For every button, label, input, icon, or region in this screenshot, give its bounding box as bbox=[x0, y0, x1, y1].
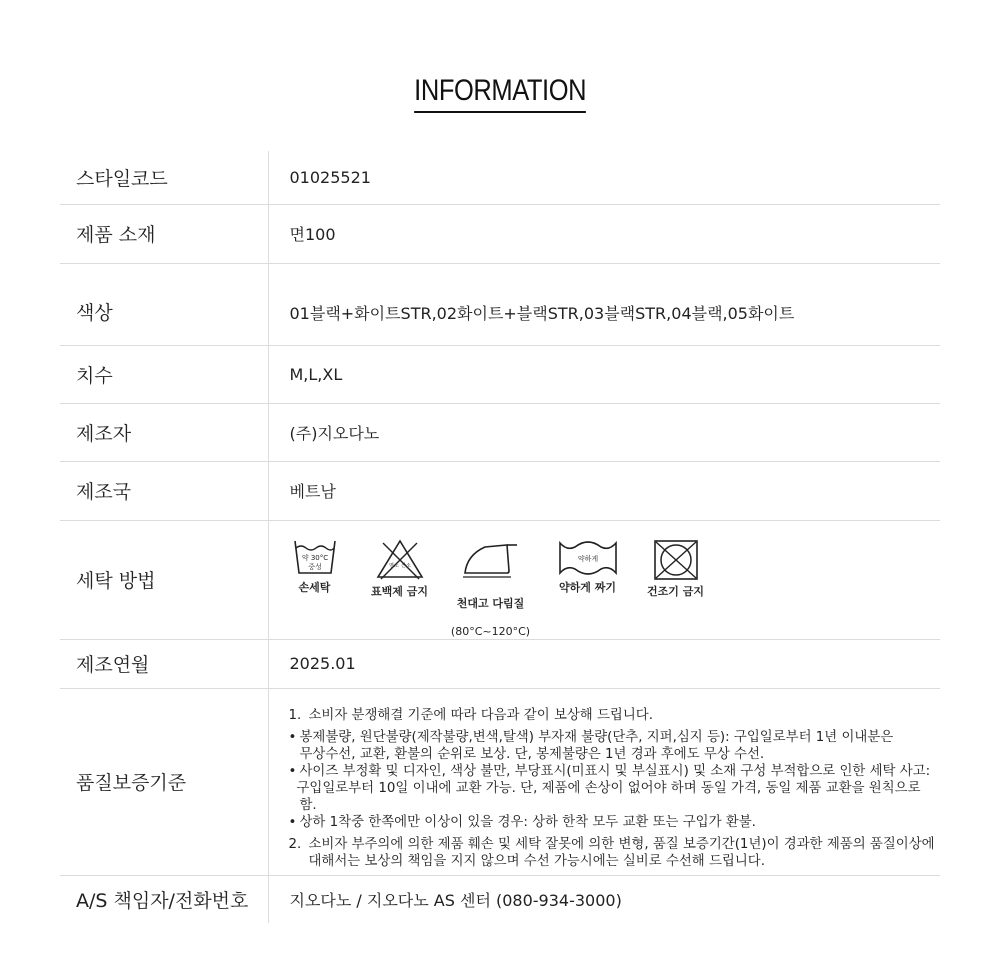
hand-wash-icon bbox=[292, 539, 338, 577]
label-date: 제조연월 bbox=[60, 639, 268, 688]
hand-wash-temp: 약 30°C bbox=[301, 553, 328, 562]
quality-bullet-3 bbox=[289, 814, 941, 831]
quality-item-2 bbox=[289, 836, 941, 870]
wash-hand bbox=[283, 539, 347, 595]
quality-item-2-line2: 대해서는 보상의 책임을 지지 않으며 수선 가능시에는 실비로 수선해 드립니다. bbox=[308, 853, 765, 869]
label-maker: 제조자 bbox=[60, 403, 268, 461]
quality-item-2-num: 2. bbox=[288, 836, 302, 852]
wash-icons bbox=[283, 521, 941, 639]
value-date: 2025.01 bbox=[268, 639, 940, 688]
value-quality bbox=[268, 688, 940, 875]
iron-icon bbox=[461, 539, 521, 579]
row-color bbox=[60, 263, 940, 345]
label-quality: 품질보증기준 bbox=[60, 688, 268, 875]
label-material: 제품 소재 bbox=[60, 204, 268, 263]
wash-wring bbox=[547, 539, 629, 595]
row-date bbox=[60, 639, 940, 688]
row-wash bbox=[60, 520, 940, 639]
row-quality bbox=[60, 688, 940, 875]
heading-text: INFORMATION bbox=[414, 74, 586, 113]
row-country bbox=[60, 461, 940, 520]
quality-bullet-2-mark: • bbox=[288, 763, 297, 779]
no-tumble-dry-icon bbox=[653, 539, 699, 581]
value-as: 지오다노 / 지오다노 AS 센터 (080-934-3000) bbox=[289, 890, 622, 910]
value-maker: (주)지오다노 bbox=[268, 403, 940, 461]
quality-item-1 bbox=[289, 707, 941, 724]
label-color: 색상 bbox=[60, 263, 268, 345]
quality-bullet-3-line1: 상하 1착중 한쪽에만 이상이 있을 경우: 상하 한착 모두 교환 또는 구입가 환불. bbox=[299, 814, 756, 830]
no-bleach-oxygen: 산소 bbox=[400, 562, 411, 569]
wring-label: 약하게 짜기 bbox=[559, 580, 616, 594]
no-bleach-icon bbox=[375, 539, 425, 581]
label-country: 제조국 bbox=[60, 461, 268, 520]
quality-bullet-2 bbox=[289, 763, 941, 814]
label-style-code: 스타일코드 bbox=[60, 151, 268, 204]
quality-item-2-line1: 소비자 부주의에 의한 제품 훼손 및 세탁 잘못에 의한 변형, 품질 보증기간(1년)이 경과한 제품의 품질이상에 bbox=[308, 836, 935, 852]
product-info-table bbox=[60, 151, 940, 923]
label-size: 치수 bbox=[60, 345, 268, 403]
value-material: 면100 bbox=[268, 204, 940, 263]
value-country: 베트남 bbox=[268, 461, 940, 520]
quality-bullet-1-line1: 봉제불량, 원단불량(제작불량,변색,탈색) 부자재 불량(단추, 지퍼,심지 등): 구입일로부터 1년 이내분은 bbox=[299, 729, 894, 745]
quality-bullet-1-mark: • bbox=[288, 729, 297, 745]
value-wash bbox=[268, 520, 940, 639]
row-size bbox=[60, 345, 940, 403]
quality-bullet-2-line2: 구입일로부터 10일 이내에 교환 가능. 단, 제품에 손상이 없어야 하며 동일 가격, 동일 제품 교환을 원칙으로 함. bbox=[296, 780, 921, 813]
quality-bullet-3-mark: • bbox=[288, 814, 297, 830]
hand-wash-neutral: 중성 bbox=[307, 562, 322, 571]
row-style-code bbox=[60, 151, 940, 204]
no-bleach-label: 표백제 금지 bbox=[371, 584, 428, 598]
quality-bullet-1-line2: 무상수선, 교환, 환불의 순위로 보상. 단, 봉제불량은 1년 경과 후에도 무상 수선. bbox=[299, 746, 765, 762]
quality-item-1-num: 1. bbox=[288, 707, 302, 723]
wash-no-dryer bbox=[643, 539, 709, 599]
row-material bbox=[60, 204, 940, 263]
hand-wash-label: 손세탁 bbox=[298, 580, 331, 594]
quality-bullet-1 bbox=[289, 729, 941, 763]
label-wash: 세탁 방법 bbox=[60, 520, 268, 639]
row-maker bbox=[60, 403, 940, 461]
wash-no-bleach bbox=[365, 539, 435, 599]
iron-label-line1: 천대고 다림질 bbox=[456, 596, 525, 610]
wring-inner-text: 약하게 bbox=[577, 554, 598, 563]
iron-label-line2: (80°C~120°C) bbox=[450, 624, 531, 638]
quality-bullet-2-line1: 사이즈 부정확 및 디자인, 색상 불만, 부당표시(미표시 및 부실표시) 및 소재 구성 부적합으로 인한 세탁 사고: bbox=[299, 763, 931, 779]
label-as: A/S 책임자/전화번호 bbox=[60, 875, 268, 923]
quality-terms bbox=[289, 703, 941, 870]
quality-item-1-text: 소비자 분쟁해결 기준에 따라 다음과 같이 보상해 드립니다. bbox=[308, 707, 653, 723]
value-size: M,L,XL bbox=[268, 345, 940, 403]
no-bleach-chlorine: 염소 bbox=[388, 562, 399, 569]
iron-label bbox=[451, 583, 530, 639]
row-as bbox=[60, 875, 940, 923]
value-style-code: 01025521 bbox=[268, 151, 940, 204]
no-dryer-label: 건조기 금지 bbox=[647, 584, 704, 598]
value-color: 01블랙+화이트STR,02화이트+블랙STR,03블랙STR,04블랙,05화이트 bbox=[268, 263, 940, 345]
wring-gently-icon bbox=[557, 539, 619, 577]
heading bbox=[0, 74, 1000, 113]
wash-iron bbox=[449, 539, 533, 639]
